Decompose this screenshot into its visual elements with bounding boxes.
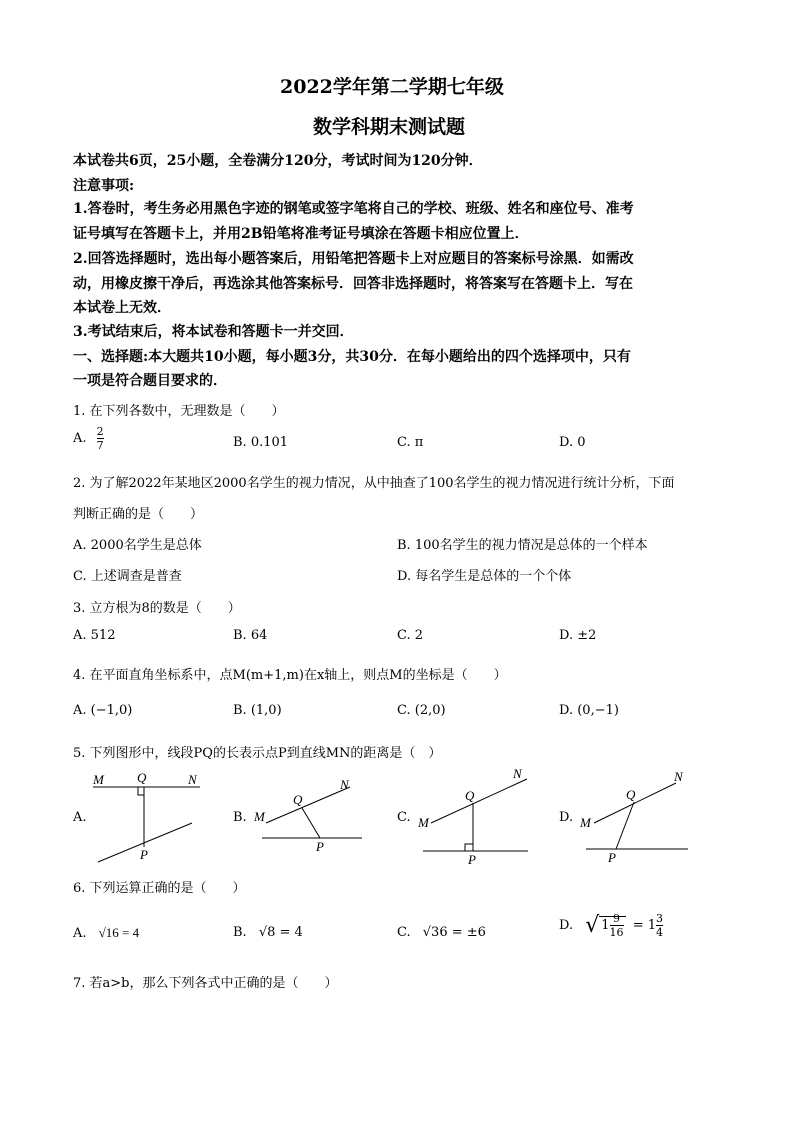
- q5-c-q: Q: [465, 788, 475, 803]
- page-title: 2022学年第二学期七年级: [280, 76, 504, 98]
- q4-option-b: B. (1,0): [233, 703, 282, 718]
- q5-b-m: M: [254, 809, 265, 824]
- q6-b-expr: √8 = 4: [258, 925, 303, 940]
- q1-option-c: C. π: [397, 435, 424, 450]
- q6-stem: 6. 下列运算正确的是（ ）: [73, 881, 246, 896]
- q4-option-a: A. (−1,0): [73, 703, 133, 718]
- q5-d-q: Q: [626, 787, 636, 802]
- q5-b-q: Q: [293, 792, 303, 807]
- q4-option-c: C. (2,0): [397, 703, 446, 718]
- intro-line: 本试卷共6页，25小题，全卷满分120分，考试时间为120分钟．: [73, 153, 483, 169]
- q5-figure-a: [88, 765, 203, 865]
- q4-stem: 4. 在平面直角坐标系中，点M(m+1,m)在x轴上，则点M的坐标是（ ）: [73, 668, 507, 683]
- q5-a-n: N: [188, 772, 197, 787]
- q5-c-n: N: [513, 766, 522, 781]
- notice-2: 2.回答选择题时，选出每小题答案后，用铅笔把答题卡上对应题目的答案标号涂黑．如需改: [73, 251, 634, 267]
- q5-d-p: P: [608, 850, 616, 865]
- q5-stem: 5. 下列图形中，线段PQ的长表示点P到直线MN的距离是（ ）: [73, 746, 442, 761]
- q5-figure-d: [578, 765, 690, 865]
- q1-a-label: A.: [73, 431, 87, 446]
- q7-stem: 7. 若a>b，那么下列各式中正确的是（ ）: [73, 976, 338, 991]
- q5-a-p: P: [140, 847, 148, 862]
- q5-option-c: C.: [397, 810, 411, 825]
- q2-option-d: D. 每名学生是总体的一个个体: [397, 569, 572, 584]
- q3-option-a: A. 512: [73, 628, 116, 643]
- q1-a-fraction: [97, 425, 104, 452]
- q6-option-d: [559, 912, 663, 939]
- q6-d-radical: √: [585, 913, 600, 938]
- q3-option-c: C. 2: [397, 628, 424, 643]
- q6-d-fraction2: [656, 912, 663, 939]
- q6-c-label: C.: [397, 925, 411, 940]
- q5-figure-c: [415, 765, 535, 865]
- q6-c-expr: √36 = ±6: [422, 925, 486, 940]
- q6-d-eq: = 1: [632, 918, 656, 933]
- notice-1-cont: 证号填写在答题卡上，并用2B铅笔将准考证号填涂在答题卡相应位置上．: [73, 226, 529, 242]
- q3-stem: 3. 立方根为8的数是（ ）: [73, 601, 241, 616]
- q2-stem: 2. 为了解2022年某地区2000名学生的视力情况，从中抽查了100名学生的视力情况进行统计分析，下面: [73, 476, 675, 491]
- q2-stem-cont: 判断正确的是（ ）: [73, 507, 204, 522]
- notice-title: 注意事项:: [73, 178, 135, 194]
- q5-option-b: B.: [233, 810, 247, 825]
- notice-2-cont: 动，用橡皮擦干净后，再选涂其他答案标号．回答非选择题时，将答案写在答题卡上．写在: [73, 276, 633, 292]
- q6-option-a: [73, 925, 139, 941]
- q2-option-c: C. 上述调查是普查: [73, 569, 182, 584]
- q1-stem: 1. 在下列各数中，无理数是（ ）: [73, 404, 285, 419]
- q6-a-expr: √16 = 4: [98, 925, 140, 940]
- q5-d-m: M: [580, 815, 591, 830]
- q1-option-d: D. 0: [559, 435, 586, 450]
- q6-d-fraction: [610, 912, 624, 939]
- notice-1: 1.答卷时，考生务必用黑色字迹的钢笔或签字笔将自己的学校、班级、姓名和座位号、准考: [73, 201, 634, 217]
- q1-a-den: 7: [96, 439, 104, 452]
- q5-figure-b: [252, 775, 367, 855]
- notice-2-cont2: 本试卷上无效．: [73, 300, 171, 316]
- q5-a-q: Q: [137, 770, 147, 785]
- q6-d-den: 16: [609, 926, 624, 939]
- q5-option-d: D.: [559, 810, 574, 825]
- q5-option-a: A.: [73, 810, 87, 825]
- q5-b-n: N: [340, 777, 349, 792]
- q6-option-b: [233, 925, 303, 940]
- q6-d-den2: 4: [655, 926, 663, 939]
- q6-option-c: [397, 925, 486, 940]
- q5-a-m: M: [93, 772, 104, 787]
- q6-d-radicand: [599, 912, 625, 939]
- q3-option-b: B. 64: [233, 628, 268, 643]
- q2-option-b: B. 100名学生的视力情况是总体的一个样本: [397, 538, 648, 553]
- q6-d-whole: 1: [601, 918, 610, 933]
- q1-option-b: B. 0.101: [233, 435, 289, 450]
- q1-a-num: 2: [96, 425, 104, 438]
- q1-option-a: [73, 425, 104, 452]
- q4-option-d: D. (0,−1): [559, 703, 619, 718]
- q5-c-m: M: [418, 815, 429, 830]
- section-heading-cont: 一项是符合题目要求的．: [73, 373, 227, 389]
- q6-a-label: A.: [73, 926, 87, 941]
- q2-option-a: A. 2000名学生是总体: [73, 538, 202, 553]
- q6-d-num2: 3: [655, 912, 663, 925]
- notice-3: 3.考试结束后，将本试卷和答题卡一并交回．: [73, 324, 354, 340]
- q6-d-num: 9: [610, 912, 624, 926]
- section-heading: 一、选择题:本大题共10小题，每小题3分，共30分．在每小题给出的四个选择项中，只有: [73, 349, 631, 365]
- page-subtitle: 数学科期末测试题: [313, 116, 466, 138]
- q5-c-p: P: [468, 852, 476, 865]
- q3-option-d: D. ±2: [559, 628, 597, 643]
- q6-b-label: B.: [233, 925, 247, 940]
- q6-d-label: D.: [559, 918, 574, 933]
- q5-d-n: N: [674, 769, 683, 784]
- q5-b-p: P: [316, 839, 324, 854]
